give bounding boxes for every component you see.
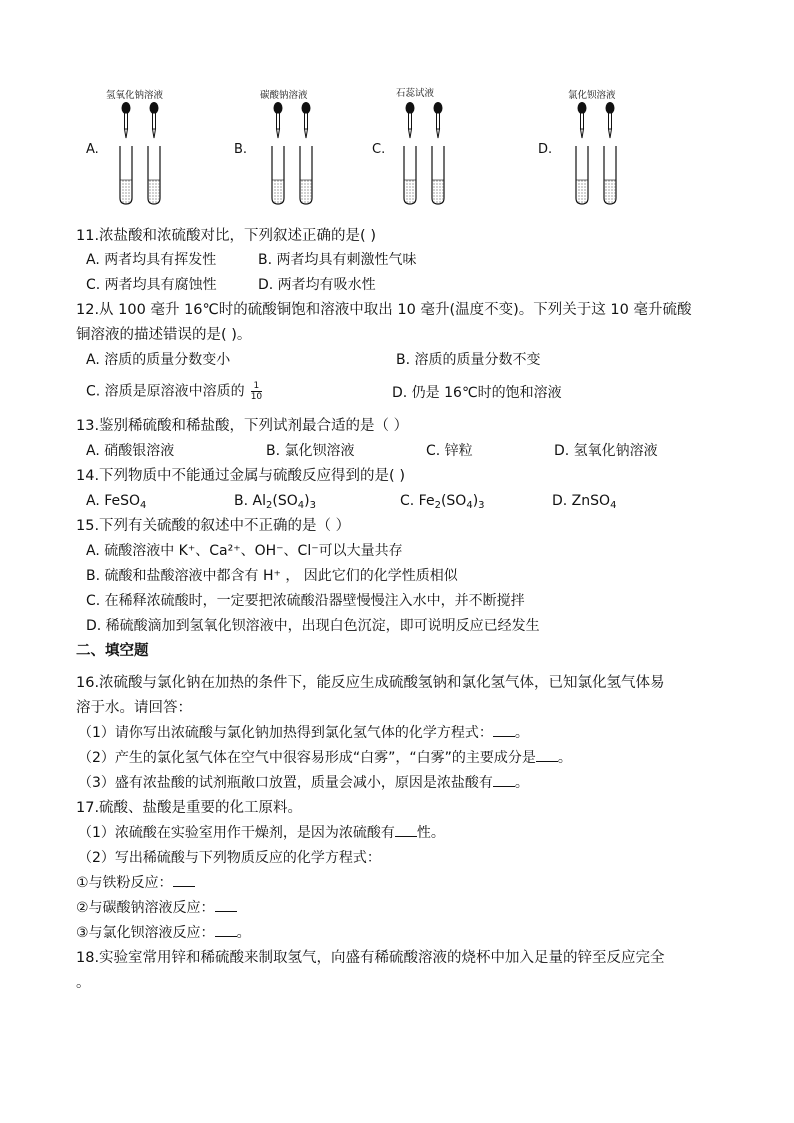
q17-sub-1-text: ①与铁粉反应： — [76, 875, 173, 891]
reagent-label-d: 氯化钡溶液 — [568, 90, 616, 101]
q17-part-2: （2）写出稀硫酸与下列物质反应的化学方程式： — [78, 850, 381, 866]
formula-text: D. ZnSO — [552, 493, 611, 509]
q17-sub-1 — [76, 873, 195, 893]
q17-sub-2 — [76, 898, 237, 918]
dropper-tip — [153, 129, 156, 138]
q16-part-1-end: 。 — [514, 725, 529, 741]
formula-text: C. Fe — [400, 493, 435, 509]
question-12-stem-line2: 铜溶液的描述错误的是( )。 — [76, 327, 252, 343]
dropper-bulb — [606, 102, 615, 114]
question-11-stem: 11.浓盐酸和浓硫酸对比，下列叙述正确的是( ) — [76, 228, 376, 244]
q12-option-c-text: C. 溶质是原溶液中溶质的 — [86, 383, 245, 400]
question-16-stem-line2: 溶于水。请回答： — [76, 700, 192, 716]
question-12-stem-line1: 12.从 100 毫升 16℃时的硫酸铜饱和溶液中取出 10 毫升(温度不变)。下列关于这 10 毫升硫酸 — [76, 302, 692, 318]
dropper-tip — [277, 129, 280, 138]
q11-option-d: D. 两者均有吸水性 — [258, 277, 376, 293]
q16-part-1 — [78, 723, 529, 743]
q17-sub-3-end: 。 — [236, 925, 251, 941]
test-tube-liquid — [433, 180, 443, 203]
dropper-bulb — [302, 102, 311, 114]
q16-part-2-end: 。 — [557, 750, 572, 766]
q14-option-a — [86, 491, 146, 511]
q12-option-b: B. 溶质的质量分数不变 — [396, 352, 541, 368]
dropper-tip — [609, 129, 612, 138]
q13-option-b: B. 氯化钡溶液 — [266, 443, 355, 459]
dropper-body — [305, 113, 308, 129]
fraction-numerator: 1 — [251, 381, 262, 392]
q12-option-a: A. 溶质的质量分数变小 — [86, 352, 231, 368]
q13-option-c: C. 锌粒 — [426, 443, 473, 459]
test-tube-dropper-icon — [394, 102, 454, 206]
q15-option-a: A. 硫酸溶液中 K⁺、Ca²⁺、OH⁻、Cl⁻可以大量共存 — [86, 543, 403, 559]
q14-option-c — [400, 491, 485, 511]
q12-option-c — [86, 381, 262, 402]
reagent-label-b: 碳酸钠溶液 — [260, 90, 308, 101]
dropper-tip — [409, 129, 412, 138]
q11-option-b: B. 两者均具有刺激性气味 — [258, 252, 417, 268]
option-figure-d — [536, 86, 716, 208]
formula-text: ) — [304, 493, 310, 509]
q16-part-2 — [78, 748, 572, 768]
formula-text: (SO — [272, 493, 298, 509]
question-16-stem-line1: 16.浓硫酸与氯化钠在加热的条件下，能反应生成硫酸氢钠和氯化氢气体，已知氯化氢气体易 — [76, 675, 665, 691]
fraction-denominator: 10 — [250, 392, 263, 402]
answer-blank[interactable] — [215, 924, 237, 937]
q15-option-d: D. 稀硫酸滴加到氢氧化钡溶液中，出现白色沉淀，即可说明反应已经发生 — [86, 618, 540, 634]
formula-text: A. FeSO — [86, 493, 141, 509]
question-15-stem: 15.下列有关硫酸的叙述中不正确的是（ ） — [76, 518, 351, 534]
fraction-one-tenth — [251, 381, 262, 402]
dropper-body — [277, 113, 280, 129]
q16-part-3-text: （3）盛有浓盐酸的试剂瓶敞口放置，质量会减小，原因是浓盐酸有 — [78, 775, 493, 791]
test-tube-liquid — [301, 180, 311, 203]
dropper-bulb — [150, 102, 159, 114]
dropper-bulb — [274, 102, 283, 114]
question-18-line1: 18.实验室常用锌和稀硫酸来制取氢气，向盛有稀硫酸溶液的烧杯中加入足量的锌至反应完全 — [76, 950, 665, 966]
test-tube-dropper-icon — [110, 102, 170, 206]
dropper-bulb — [578, 102, 587, 114]
q14-option-d — [552, 491, 616, 511]
subscript: 4 — [466, 500, 473, 511]
option-letter-a: A. — [86, 142, 99, 157]
answer-blank[interactable] — [536, 749, 558, 762]
test-tube-liquid — [121, 180, 131, 203]
dropper-bulb — [122, 102, 131, 114]
test-tube-liquid — [149, 180, 159, 203]
dropper-body — [409, 113, 412, 129]
option-letter-d: D. — [538, 142, 553, 157]
q16-part-1-text: （1）请你写出浓硫酸与氯化钠加热得到氯化氢气体的化学方程式： — [78, 725, 493, 741]
test-tube-dropper-icon — [262, 102, 322, 206]
dropper-body — [609, 113, 612, 129]
subscript: 2 — [265, 500, 273, 511]
q17-sub-3-text: ③与氯化钡溶液反应： — [76, 925, 215, 941]
test-tube-liquid — [273, 180, 283, 203]
dropper-tip — [305, 129, 308, 138]
subscript: 4 — [140, 500, 147, 511]
q17-part-1 — [78, 823, 445, 843]
q16-part-3-end: 。 — [514, 775, 529, 791]
q13-option-a: A. 硝酸银溶液 — [86, 443, 175, 459]
dropper-tip — [125, 129, 128, 138]
subscript: 3 — [309, 500, 316, 511]
dropper-body — [125, 113, 128, 129]
subscript: 4 — [297, 500, 305, 511]
dropper-body — [581, 113, 584, 129]
q14-option-b — [234, 491, 316, 511]
question-18-line2: 。 — [76, 975, 91, 991]
question-17-stem: 17.硫酸、盐酸是重要的化工原料。 — [76, 800, 303, 816]
formula-text: ) — [472, 493, 479, 509]
test-tube-dropper-icon — [566, 102, 626, 206]
reagent-label-c: 石蕊试液 — [396, 88, 435, 99]
q17-part-1-text: （1）浓硫酸在实验室用作干燥剂，是因为浓硫酸有 — [78, 825, 395, 841]
q15-option-b: B. 硫酸和盐酸溶液中都含有 H⁺ ， 因此它们的化学性质相似 — [86, 568, 458, 584]
dropper-bulb — [434, 102, 443, 114]
section-heading: 二、填空题 — [76, 643, 149, 659]
q17-part-1-end: 性。 — [416, 825, 445, 841]
option-figure-c — [368, 84, 548, 206]
formula-text: (SO — [440, 493, 467, 509]
test-tube-liquid — [605, 180, 615, 203]
reagent-label-a: 氢氧化钠溶液 — [106, 90, 164, 101]
q11-option-c: C. 两者均具有腐蚀性 — [86, 277, 217, 293]
q11-option-a: A. 两者均具有挥发性 — [86, 252, 217, 268]
answer-blank[interactable] — [395, 824, 417, 837]
q17-sub-3 — [76, 923, 251, 943]
option-letter-c: C. — [372, 142, 386, 157]
test-tube-liquid — [405, 180, 415, 203]
dropper-body — [153, 113, 156, 129]
answer-blank[interactable] — [173, 874, 195, 887]
q17-sub-2-text: ②与碳酸钠溶液反应： — [76, 900, 215, 916]
question-13-stem: 13.鉴别稀硫酸和稀盐酸，下列试剂最合适的是（ ） — [76, 418, 409, 434]
q16-part-2-text: （2）产生的氯化氢气体在空气中很容易形成“白雾”，“白雾”的主要成分是 — [78, 750, 536, 766]
dropper-tip — [581, 129, 584, 138]
dropper-bulb — [406, 102, 415, 114]
subscript: 2 — [434, 500, 441, 511]
dropper-body — [437, 113, 440, 129]
answer-blank[interactable] — [493, 724, 515, 737]
q15-option-c: C. 在稀释浓硫酸时，一定要把浓硫酸沿器壁慢慢注入水中，并不断搅拌 — [86, 593, 525, 609]
test-tube-liquid — [577, 180, 587, 203]
q13-option-d: D. 氢氧化钠溶液 — [554, 443, 658, 459]
question-14-stem: 14.下列物质中不能通过金属与硫酸反应得到的是( ) — [76, 468, 405, 484]
dropper-tip — [437, 129, 440, 138]
option-letter-b: B. — [234, 142, 248, 157]
q16-part-3 — [78, 773, 529, 793]
answer-blank[interactable] — [215, 899, 237, 912]
subscript: 3 — [478, 500, 485, 511]
q12-option-d: D. 仍是 16℃时的饱和溶液 — [392, 385, 562, 401]
subscript: 4 — [610, 500, 617, 511]
formula-text: B. Al — [234, 493, 266, 509]
answer-blank[interactable] — [493, 774, 515, 787]
